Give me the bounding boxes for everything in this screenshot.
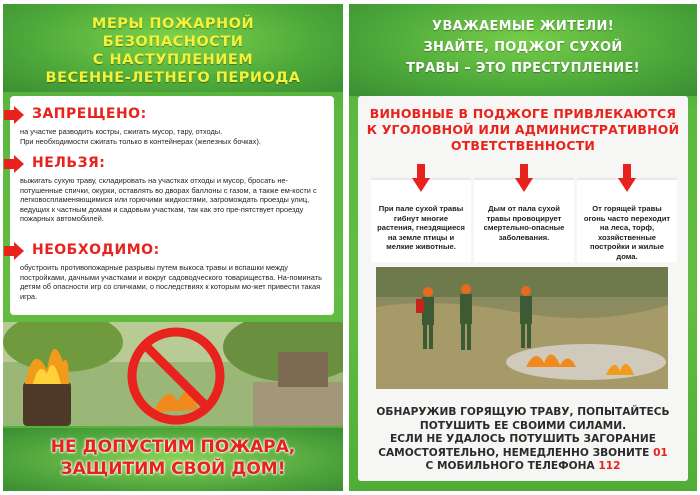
- instruction-text: САМОСТОЯТЕЛЬНО, НЕМЕДЛЕННО ЗВОНИТЕ: [378, 446, 654, 459]
- section-required: [10, 240, 334, 301]
- rules-card: [10, 96, 334, 315]
- section-text: на участке разводить костры, сжигать мусор, тару, отходы. При необходимости сжигать только в контейнерах (железных бочках).: [20, 127, 261, 146]
- fact-text: От горящей травы огонь часто переходит на леса, торф, хозяйственные постройки и жилые дома.: [583, 204, 671, 261]
- footer-slogan-line: ЗАЩИТИМ СВОЙ ДОМ!: [60, 459, 286, 479]
- title-line: ВИНОВНЫЕ В ПОДЖОГЕ ПРИВЛЕКАЮТСЯ: [369, 106, 677, 121]
- fact-card: [371, 178, 471, 262]
- right-header: [349, 4, 697, 96]
- left-panel: [3, 4, 343, 491]
- no-burning-photo: [3, 322, 343, 426]
- instruction-line: [358, 460, 688, 474]
- red-down-arrow-icon: [618, 164, 636, 192]
- title-line: К УГОЛОВНОЙ ИЛИ АДМИНИСТРАТИВНОЙ: [366, 122, 680, 137]
- red-arrow-icon: [4, 242, 24, 260]
- no-fire-sign-icon: [116, 326, 236, 426]
- fact-card: [577, 178, 677, 262]
- call-instructions: [358, 406, 688, 474]
- section-forbidden: [10, 104, 334, 146]
- section-prohibited: [10, 153, 334, 224]
- section-title: ЗАПРЕЩЕНО:: [32, 106, 147, 122]
- section-title: НЕОБХОДИМО:: [32, 242, 160, 258]
- left-footer: [3, 428, 343, 491]
- fact-card: [474, 178, 574, 262]
- phone-number: 01: [653, 446, 668, 459]
- instruction-text: С МОБИЛЬНОГО ТЕЛЕФОНА: [425, 460, 599, 472]
- responsibility-card: [358, 96, 688, 481]
- firefighters-illustration: [376, 267, 668, 389]
- section-text: выжигать сухую траву, складировать на участках отходы и мусор, бросать не-потушенные спички, окурки, оставлять во дворах баллоны с газом, а также ем-кости с легковоспламеняющимися или горючими жидкостями, загромождать проезды улиц, ведущих к частным домам и садовым участкам, так как это пре-пятствует проезду пожарных автомобилей.: [20, 176, 317, 224]
- phone-number: 112: [598, 460, 621, 472]
- right-header-line: ЗНАЙТЕ, ПОДЖОГ СУХОЙ: [423, 40, 623, 55]
- section-text: обустроить противопожарные разрывы путем выкоса травы и вспашки между постройками, дачными участками и вокруг садоводческого товарищества. На-поминать детям об опасности игр со спичками, о последствиях к которым мо-жет привести такая игра.: [20, 263, 322, 301]
- red-arrow-icon: [4, 155, 24, 173]
- section-title: НЕЛЬЗЯ:: [32, 155, 106, 171]
- instruction-line: ЕСЛИ НЕ УДАЛОСЬ ПОТУШИТЬ ЗАГОРАНИЕ: [390, 433, 656, 445]
- fact-text: Дым от пала сухой травы провоцирует смертельно-опасные заболевания.: [483, 204, 565, 242]
- right-header-line: УВАЖАЕМЫЕ ЖИТЕЛИ!: [432, 19, 614, 34]
- instruction-line: [358, 447, 688, 461]
- left-header-line: МЕРЫ ПОЖАРНОЙ: [91, 16, 255, 32]
- right-panel: [349, 4, 697, 491]
- firefighters-photo: [376, 267, 668, 389]
- title-line: ОТВЕТСТВЕННОСТИ: [450, 138, 596, 153]
- instruction-line: ПОТУШИТЬ ЕЕ СВОИМИ СИЛАМИ.: [419, 419, 627, 432]
- red-down-arrow-icon: [515, 164, 533, 192]
- left-header-line: С НАСТУПЛЕНИЕМ: [92, 52, 254, 68]
- red-arrow-icon: [4, 106, 24, 124]
- left-header-line: ВЕСЕННЕ-ЛЕТНЕГО ПЕРИОДА: [45, 70, 301, 86]
- right-header-line: ТРАВЫ – ЭТО ПРЕСТУПЛЕНИЕ!: [406, 61, 640, 76]
- red-down-arrow-icon: [412, 164, 430, 192]
- footer-slogan-line: НЕ ДОПУСТИМ ПОЖАРА,: [50, 437, 296, 457]
- left-header-line: БЕЗОПАСНОСТИ: [102, 34, 244, 50]
- instruction-line: ОБНАРУЖИВ ГОРЯЩУЮ ТРАВУ, ПОПЫТАЙТЕСЬ: [376, 406, 670, 418]
- responsibility-title: [358, 106, 688, 154]
- left-header: [3, 4, 343, 92]
- fact-text: При пале сухой травы гибнут многие растения, гнездящиеся на земле птицы и мелкие животные.: [377, 204, 465, 252]
